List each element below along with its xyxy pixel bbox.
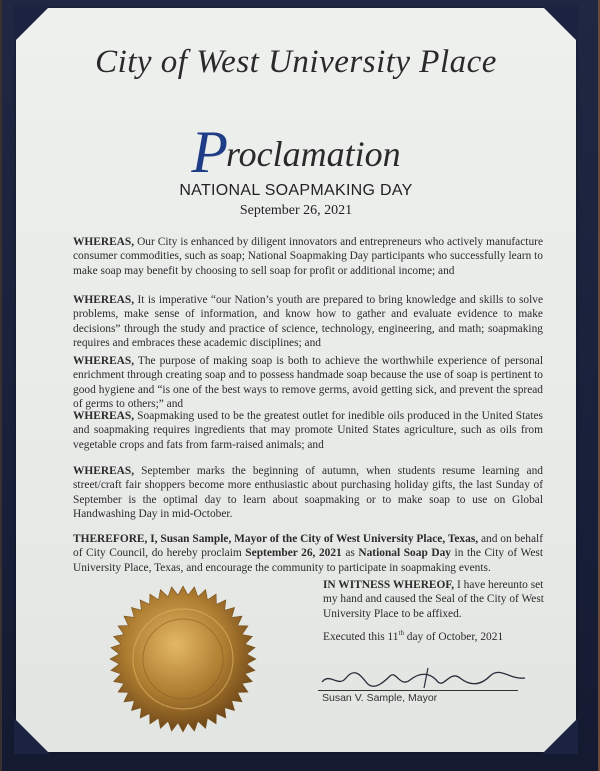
corner-tab-top-right: [542, 6, 578, 42]
proclamation-heading: NATIONAL SOAPMAKING DAY: [179, 182, 413, 199]
mayor-signature: [320, 666, 550, 690]
signature-line: [318, 690, 518, 691]
proclamation-title: Proclamation: [191, 119, 401, 185]
whereas-paragraph-2: WHEREAS, It is imperative “our Nation’s youth are prepared to bring knowledge and skills to solve problems, make sense of information, and know how to gather and evaluate evidence to make decisions” through the study and practice of science, technology, engineering, and math; soapmaking requires and embraces these academic disciplines; and: [73, 294, 543, 349]
whereas-paragraph-4: WHEREAS, Soapmaking used to be the greatest outlet for inedible oils produced in the United States and soapmaking requires ingredients that may promote United States agriculture, such as oils from vegetable crops and fats from farm-raised animals; and: [73, 410, 543, 451]
corner-tab-top-left: [14, 6, 50, 42]
gold-city-seal: [108, 584, 258, 734]
witness-statement: IN WITNESS WHEREOF, I have hereunto set my hand and caused the Seal of the City of West University Place to be affixed.: [323, 579, 544, 620]
proclamation-date: September 26, 2021: [239, 203, 353, 218]
corner-tab-bottom-left: [14, 718, 50, 754]
whereas-paragraph-5: WHEREAS, September marks the beginning of autumn, when students resume learning and street/craft fair shoppers become more enthusiastic about purchasing holiday gifts, the last Sunday of September is the optimal day to learn about soapmaking or to make soap to use on Global Handwashing Day in mid-October.: [73, 465, 543, 520]
city-title: City of West University Place: [95, 44, 497, 80]
signer-name: Susan V. Sample, Mayor: [322, 692, 438, 704]
whereas-paragraph-1: WHEREAS, Our City is enhanced by diligent innovators and entrepreneurs who actively manufacture consumer commodities, such as soap; National Soapmaking Day participants who successfully learn to make soap may benefit by choosing to sell soap for profit or additional income; and: [73, 236, 543, 277]
therefore-paragraph: THEREFORE, I, Susan Sample, Mayor of the City of West University Place, Texas, and on behalf of City Council, do hereby proclaim September 26, 2021 as National Soap Day in the City of West University Place, Texas, and encourage the community to participate in soapmaking events.: [73, 533, 543, 574]
executed-date: Executed this 11th day of October, 2021: [323, 629, 504, 643]
corner-tab-bottom-right: [542, 718, 578, 754]
whereas-paragraph-3: WHEREAS, The purpose of making soap is both to achieve the worthwhile experience of personal enrichment through creating soap and to possess handmade soap because the use of soap is pertinent to good hygiene and “is one of the best ways to remove germs, avoid getting sick, and prevent the spread of germs to others;” and: [73, 355, 543, 410]
